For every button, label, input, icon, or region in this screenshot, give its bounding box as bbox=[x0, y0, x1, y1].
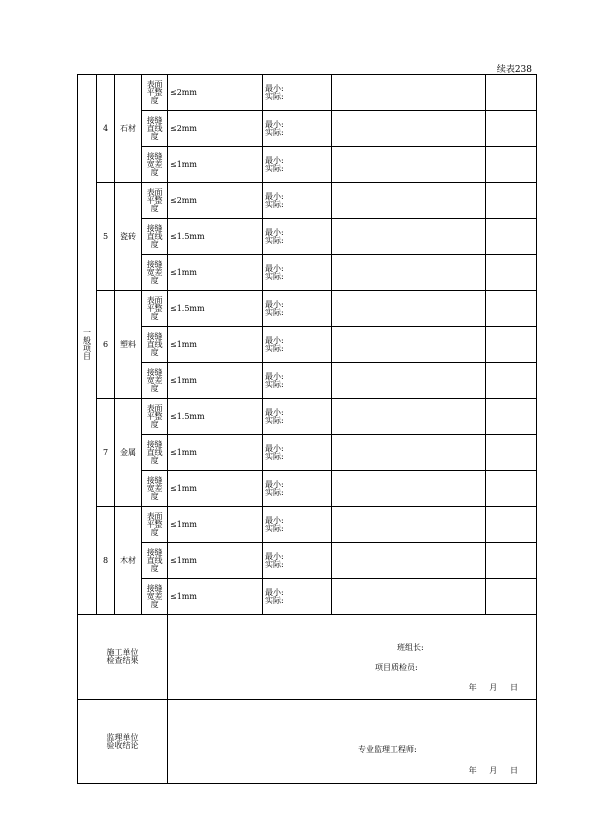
tolerance-value: ≤1.5mm bbox=[168, 291, 263, 327]
tolerance-value: ≤1mm bbox=[168, 543, 263, 579]
remark-entry-cell[interactable] bbox=[486, 183, 537, 219]
measurement-cell bbox=[263, 291, 332, 327]
tolerance-value: ≤2mm bbox=[168, 111, 263, 147]
measurement-cell bbox=[263, 579, 332, 615]
remark-entry-cell[interactable] bbox=[486, 507, 537, 543]
min-label: 最小: bbox=[265, 407, 284, 417]
measurement-cell bbox=[263, 183, 332, 219]
table-row bbox=[78, 75, 537, 111]
table-row bbox=[78, 363, 537, 399]
tolerance-value: ≤1mm bbox=[168, 327, 263, 363]
check-item: 表面平整度 bbox=[142, 183, 168, 219]
min-label: 最小: bbox=[265, 479, 284, 489]
team-leader-label: 班组长: bbox=[397, 643, 424, 652]
remark-entry-cell[interactable] bbox=[486, 219, 537, 255]
tolerance-value: ≤1.5mm bbox=[168, 219, 263, 255]
check-item: 接缝宽差度 bbox=[142, 255, 168, 291]
min-label: 最小: bbox=[265, 443, 284, 453]
check-item: 表面平整度 bbox=[142, 399, 168, 435]
material-name: 瓷砖 bbox=[115, 183, 142, 291]
min-label: 最小: bbox=[265, 227, 284, 237]
result-entry-cell[interactable] bbox=[332, 183, 486, 219]
result-entry-cell[interactable] bbox=[332, 147, 486, 183]
group-number: 8 bbox=[97, 507, 115, 615]
table-row bbox=[78, 183, 537, 219]
check-item: 接缝直线度 bbox=[142, 327, 168, 363]
actual-label: 实际: bbox=[265, 415, 284, 425]
table-row bbox=[78, 291, 537, 327]
measurement-cell bbox=[263, 543, 332, 579]
min-label: 最小: bbox=[265, 587, 284, 597]
material-name: 金属 bbox=[115, 399, 142, 507]
result-entry-cell[interactable] bbox=[332, 219, 486, 255]
result-entry-cell[interactable] bbox=[332, 111, 486, 147]
supervisor-date: 年 月 日 bbox=[468, 766, 518, 775]
tolerance-value: ≤1mm bbox=[168, 255, 263, 291]
min-label: 最小: bbox=[265, 551, 284, 561]
check-item: 表面平整度 bbox=[142, 507, 168, 543]
remark-entry-cell[interactable] bbox=[486, 399, 537, 435]
measurement-cell bbox=[263, 363, 332, 399]
min-label: 最小: bbox=[265, 371, 284, 381]
table-row bbox=[78, 147, 537, 183]
check-item: 接缝宽差度 bbox=[142, 363, 168, 399]
tolerance-value: ≤1mm bbox=[168, 363, 263, 399]
group-number: 6 bbox=[97, 291, 115, 399]
table-row bbox=[78, 507, 537, 543]
actual-label: 实际: bbox=[265, 127, 284, 137]
min-label: 最小: bbox=[265, 119, 284, 129]
min-label: 最小: bbox=[265, 155, 284, 165]
tolerance-value: ≤1mm bbox=[168, 507, 263, 543]
check-item: 接缝宽差度 bbox=[142, 471, 168, 507]
contractor-label: 施工单位 检查结果 bbox=[78, 615, 168, 700]
min-label: 最小: bbox=[265, 515, 284, 525]
result-entry-cell[interactable] bbox=[332, 363, 486, 399]
group-number: 7 bbox=[97, 399, 115, 507]
check-item: 接缝直线度 bbox=[142, 435, 168, 471]
actual-label: 实际: bbox=[265, 91, 284, 101]
actual-label: 实际: bbox=[265, 379, 284, 389]
table-row bbox=[78, 327, 537, 363]
min-label: 最小: bbox=[265, 83, 284, 93]
measurement-cell bbox=[263, 399, 332, 435]
measurement-cell bbox=[263, 507, 332, 543]
table-row bbox=[78, 255, 537, 291]
check-item: 接缝直线度 bbox=[142, 219, 168, 255]
result-entry-cell[interactable] bbox=[332, 507, 486, 543]
result-entry-cell[interactable] bbox=[332, 471, 486, 507]
group-number: 5 bbox=[97, 183, 115, 291]
result-entry-cell[interactable] bbox=[332, 255, 486, 291]
actual-label: 实际: bbox=[265, 559, 284, 569]
remark-entry-cell[interactable] bbox=[486, 75, 537, 111]
result-entry-cell[interactable] bbox=[332, 579, 486, 615]
actual-label: 实际: bbox=[265, 235, 284, 245]
remark-entry-cell[interactable] bbox=[486, 291, 537, 327]
min-label: 最小: bbox=[265, 191, 284, 201]
category-cell: 一般项目 bbox=[78, 75, 97, 615]
result-entry-cell[interactable] bbox=[332, 291, 486, 327]
measurement-cell bbox=[263, 435, 332, 471]
check-item: 接缝宽差度 bbox=[142, 579, 168, 615]
actual-label: 实际: bbox=[265, 271, 284, 281]
tolerance-value: ≤1mm bbox=[168, 435, 263, 471]
min-label: 最小: bbox=[265, 263, 284, 273]
actual-label: 实际: bbox=[265, 307, 284, 317]
remark-entry-cell[interactable] bbox=[486, 255, 537, 291]
remark-entry-cell[interactable] bbox=[486, 327, 537, 363]
result-entry-cell[interactable] bbox=[332, 75, 486, 111]
measurement-cell bbox=[263, 75, 332, 111]
tolerance-value: ≤1mm bbox=[168, 147, 263, 183]
check-item: 接缝宽差度 bbox=[142, 147, 168, 183]
tolerance-value: ≤2mm bbox=[168, 75, 263, 111]
table-row bbox=[78, 219, 537, 255]
result-entry-cell[interactable] bbox=[332, 327, 486, 363]
remark-entry-cell[interactable] bbox=[486, 435, 537, 471]
remark-entry-cell[interactable] bbox=[486, 363, 537, 399]
remark-entry-cell[interactable] bbox=[486, 579, 537, 615]
group-number: 4 bbox=[97, 75, 115, 183]
contractor-date: 年 月 日 bbox=[468, 683, 518, 692]
min-label: 最小: bbox=[265, 335, 284, 345]
inspection-table bbox=[77, 74, 537, 784]
check-item: 表面平整度 bbox=[142, 75, 168, 111]
material-name: 石材 bbox=[115, 75, 142, 183]
result-entry-cell[interactable] bbox=[332, 399, 486, 435]
material-name: 塑料 bbox=[115, 291, 142, 399]
page-label: 续表238 bbox=[496, 65, 532, 75]
material-name: 木材 bbox=[115, 507, 142, 615]
result-entry-cell[interactable] bbox=[332, 435, 486, 471]
remark-entry-cell[interactable] bbox=[486, 471, 537, 507]
measurement-cell bbox=[263, 147, 332, 183]
table-row bbox=[78, 435, 537, 471]
measurement-cell bbox=[263, 255, 332, 291]
table-row bbox=[78, 471, 537, 507]
remark-entry-cell[interactable] bbox=[486, 147, 537, 183]
actual-label: 实际: bbox=[265, 523, 284, 533]
measurement-cell bbox=[263, 111, 332, 147]
supervisor-label: 监理单位 验收结论 bbox=[78, 700, 168, 784]
remark-entry-cell[interactable] bbox=[486, 111, 537, 147]
min-label: 最小: bbox=[265, 299, 284, 309]
quality-inspector-label: 项目质检员: bbox=[375, 663, 418, 672]
actual-label: 实际: bbox=[265, 451, 284, 461]
measurement-cell bbox=[263, 219, 332, 255]
supervising-engineer-label: 专业监理工程师: bbox=[358, 745, 417, 754]
table-row bbox=[78, 579, 537, 615]
table-row bbox=[78, 543, 537, 579]
supervisor-result-area bbox=[168, 700, 537, 784]
actual-label: 实际: bbox=[265, 595, 284, 605]
tolerance-value: ≤1mm bbox=[168, 471, 263, 507]
tolerance-value: ≤1mm bbox=[168, 579, 263, 615]
actual-label: 实际: bbox=[265, 343, 284, 353]
actual-label: 实际: bbox=[265, 163, 284, 173]
tolerance-value: ≤1.5mm bbox=[168, 399, 263, 435]
table-row bbox=[78, 111, 537, 147]
contractor-result-area bbox=[168, 615, 537, 700]
check-item: 接缝直线度 bbox=[142, 543, 168, 579]
actual-label: 实际: bbox=[265, 487, 284, 497]
tolerance-value: ≤2mm bbox=[168, 183, 263, 219]
measurement-cell bbox=[263, 327, 332, 363]
table-row bbox=[78, 399, 537, 435]
result-entry-cell[interactable] bbox=[332, 543, 486, 579]
check-item: 表面平整度 bbox=[142, 291, 168, 327]
actual-label: 实际: bbox=[265, 199, 284, 209]
check-item: 接缝直线度 bbox=[142, 111, 168, 147]
remark-entry-cell[interactable] bbox=[486, 543, 537, 579]
measurement-cell bbox=[263, 471, 332, 507]
